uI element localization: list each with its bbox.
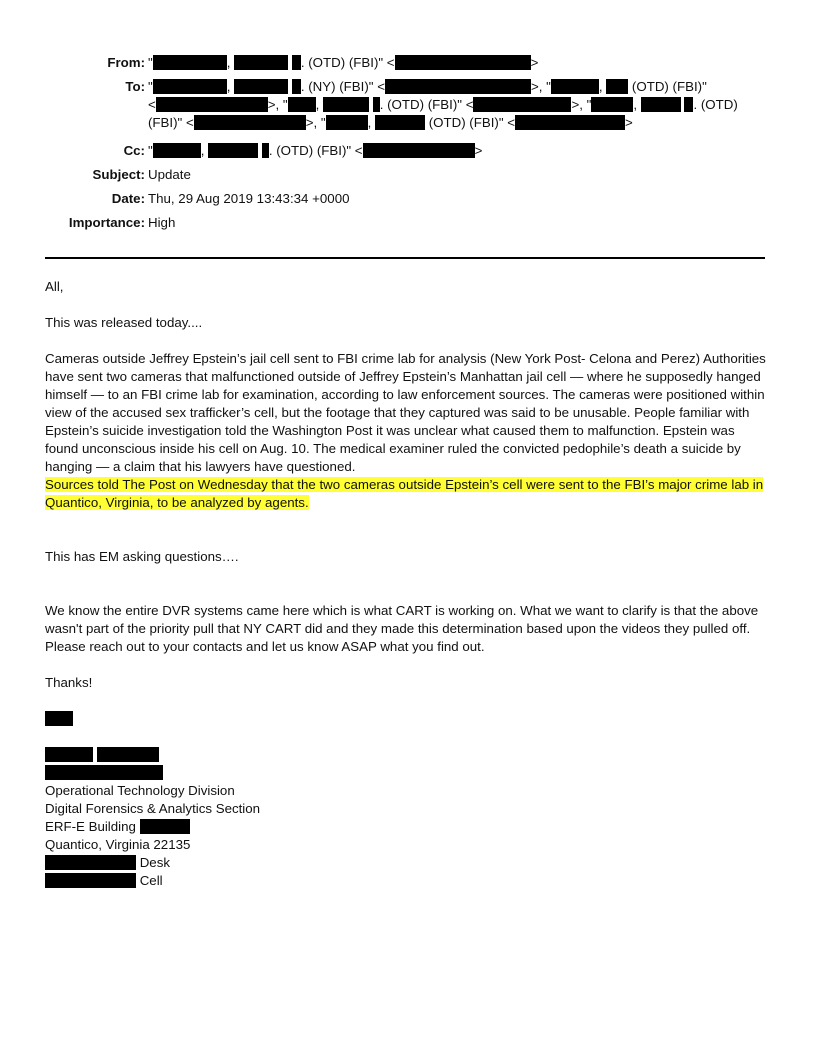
signature-title-redacted	[45, 764, 163, 782]
redaction-box	[234, 55, 288, 70]
signature-division: Operational Technology Division	[45, 783, 235, 798]
signature-cell	[45, 872, 163, 890]
redaction-box	[606, 79, 628, 94]
from-text-1: ,	[226, 55, 235, 70]
to-text: . (NY) (FBI)" <	[300, 79, 385, 94]
cc-text: "	[148, 143, 153, 158]
to-text: ,	[633, 97, 641, 112]
cell-text: Cell	[139, 873, 163, 888]
redaction-box	[262, 143, 269, 158]
redaction-box	[385, 79, 531, 94]
to-value-line-1	[148, 79, 707, 94]
to-text: >	[625, 115, 633, 130]
to-text: ,	[315, 97, 324, 112]
redaction-box	[45, 855, 136, 870]
header-divider	[45, 257, 765, 259]
redaction-box	[153, 55, 227, 70]
dvr-paragraph: We know the entire DVR systems came here which is what CART is working on. What we want to clarify is that the above wasn't part of the priority pull that NY CART did and they made this determination based upon the videos they pulled off. Please reach out to your contacts and let us know ASAP what you find out.	[45, 603, 759, 654]
cc-text: ,	[200, 143, 209, 158]
redaction-box	[288, 97, 316, 112]
subject-value: Update	[148, 167, 191, 182]
to-text: . (OTD) (FBI)" <	[379, 97, 474, 112]
to-label: To:	[125, 79, 145, 94]
article-text: Cameras outside Jeffrey Epstein’s jail cell sent to FBI crime lab for analysis (New York Post- Celona and Perez) Authorities have sent two cameras that malfunctioned outside of Jeffrey Epstein’s Manhattan jail cell — where he supposedly hanged himself — to an FBI crime lab for examination, according to law enforcement sources. The cameras were positioned within view of the accused sex trafficker’s cell, but the footage that they captured was said to be unusable. People familiar with Epstein’s suicide investigation told the Washington Post it was unclear what caused them to malfunction. Epstein was found unconscious inside his cell on Aug. 10. The medical examiner ruled the convicted pedophile’s death a suicide by hanging — a claim that his lawyers have questioned.	[45, 351, 766, 474]
redaction-box	[551, 79, 599, 94]
redaction-box	[140, 819, 190, 834]
redaction-box	[97, 747, 159, 762]
redaction-box	[45, 747, 93, 762]
signature-desk	[45, 854, 170, 872]
to-text: ,	[598, 79, 607, 94]
redaction-box	[45, 765, 163, 780]
to-text: (FBI)" <	[148, 115, 194, 130]
importance-label: Importance:	[68, 215, 145, 230]
highlighted-text: Sources told The Post on Wednesday that the two cameras outside Epstein’s cell were sent to the FBI’s major crime lab in Quantico, Virginia, to be analyzed by agents.	[45, 477, 764, 510]
redaction-box	[591, 97, 633, 112]
redaction-box	[363, 143, 475, 158]
redaction-box	[292, 55, 301, 70]
redaction-box	[156, 97, 268, 112]
greeting: All,	[45, 279, 64, 294]
cc-label: Cc:	[123, 143, 145, 158]
from-label: From:	[107, 55, 145, 70]
date-label: Date:	[111, 191, 145, 206]
em-line: This has EM asking questions….	[45, 549, 239, 564]
from-text-3: >	[530, 55, 539, 70]
thanks-line: Thanks!	[45, 675, 93, 690]
to-text: ,	[226, 79, 235, 94]
cc-text: >	[474, 143, 483, 158]
redaction-box	[45, 711, 73, 726]
signature-section: Digital Forensics & Analytics Section	[45, 801, 261, 816]
signature-name-redacted	[45, 710, 73, 728]
signature-city: Quantico, Virginia 22135	[45, 837, 191, 852]
to-text: >, "	[571, 97, 592, 112]
to-value-line-2	[148, 97, 738, 112]
redaction-box	[153, 143, 201, 158]
intro-line: This was released today....	[45, 315, 203, 330]
building-text: ERF-E Building	[45, 819, 136, 834]
to-value-line-3	[148, 115, 633, 130]
to-text: "	[148, 79, 153, 94]
to-text: >, "	[530, 79, 551, 94]
from-value	[148, 55, 538, 70]
redaction-box	[326, 115, 368, 130]
redaction-box	[194, 115, 306, 130]
from-text-0: "	[148, 55, 153, 70]
to-text: <	[148, 97, 156, 112]
redaction-box	[208, 143, 258, 158]
from-text-2: . (OTD) (FBI)" <	[300, 55, 395, 70]
to-text: ,	[367, 115, 375, 130]
redaction-box	[234, 79, 288, 94]
redaction-box	[515, 115, 625, 130]
redaction-box	[45, 873, 136, 888]
importance-value: High	[148, 215, 176, 230]
date-value: Thu, 29 Aug 2019 13:43:34 +0000	[148, 191, 350, 206]
redaction-box	[375, 115, 425, 130]
to-text: (OTD) (FBI)"	[628, 79, 707, 94]
cc-value	[148, 143, 482, 158]
redaction-box	[292, 79, 301, 94]
to-text: >, "	[267, 97, 288, 112]
redaction-box	[373, 97, 380, 112]
signature-building	[45, 818, 190, 836]
article-paragraph	[45, 350, 767, 512]
to-text: . (OTD)	[693, 97, 738, 112]
subject-label: Subject:	[92, 167, 145, 182]
cc-text: . (OTD) (FBI)" <	[268, 143, 363, 158]
desk-text: Desk	[139, 855, 170, 870]
redaction-box	[641, 97, 681, 112]
to-text: (OTD) (FBI)" <	[425, 115, 516, 130]
to-text: >, "	[305, 115, 326, 130]
signature-fullname-redacted	[45, 746, 159, 764]
redaction-box	[153, 79, 227, 94]
redaction-box	[395, 55, 531, 70]
redaction-box	[323, 97, 369, 112]
redaction-box	[473, 97, 571, 112]
